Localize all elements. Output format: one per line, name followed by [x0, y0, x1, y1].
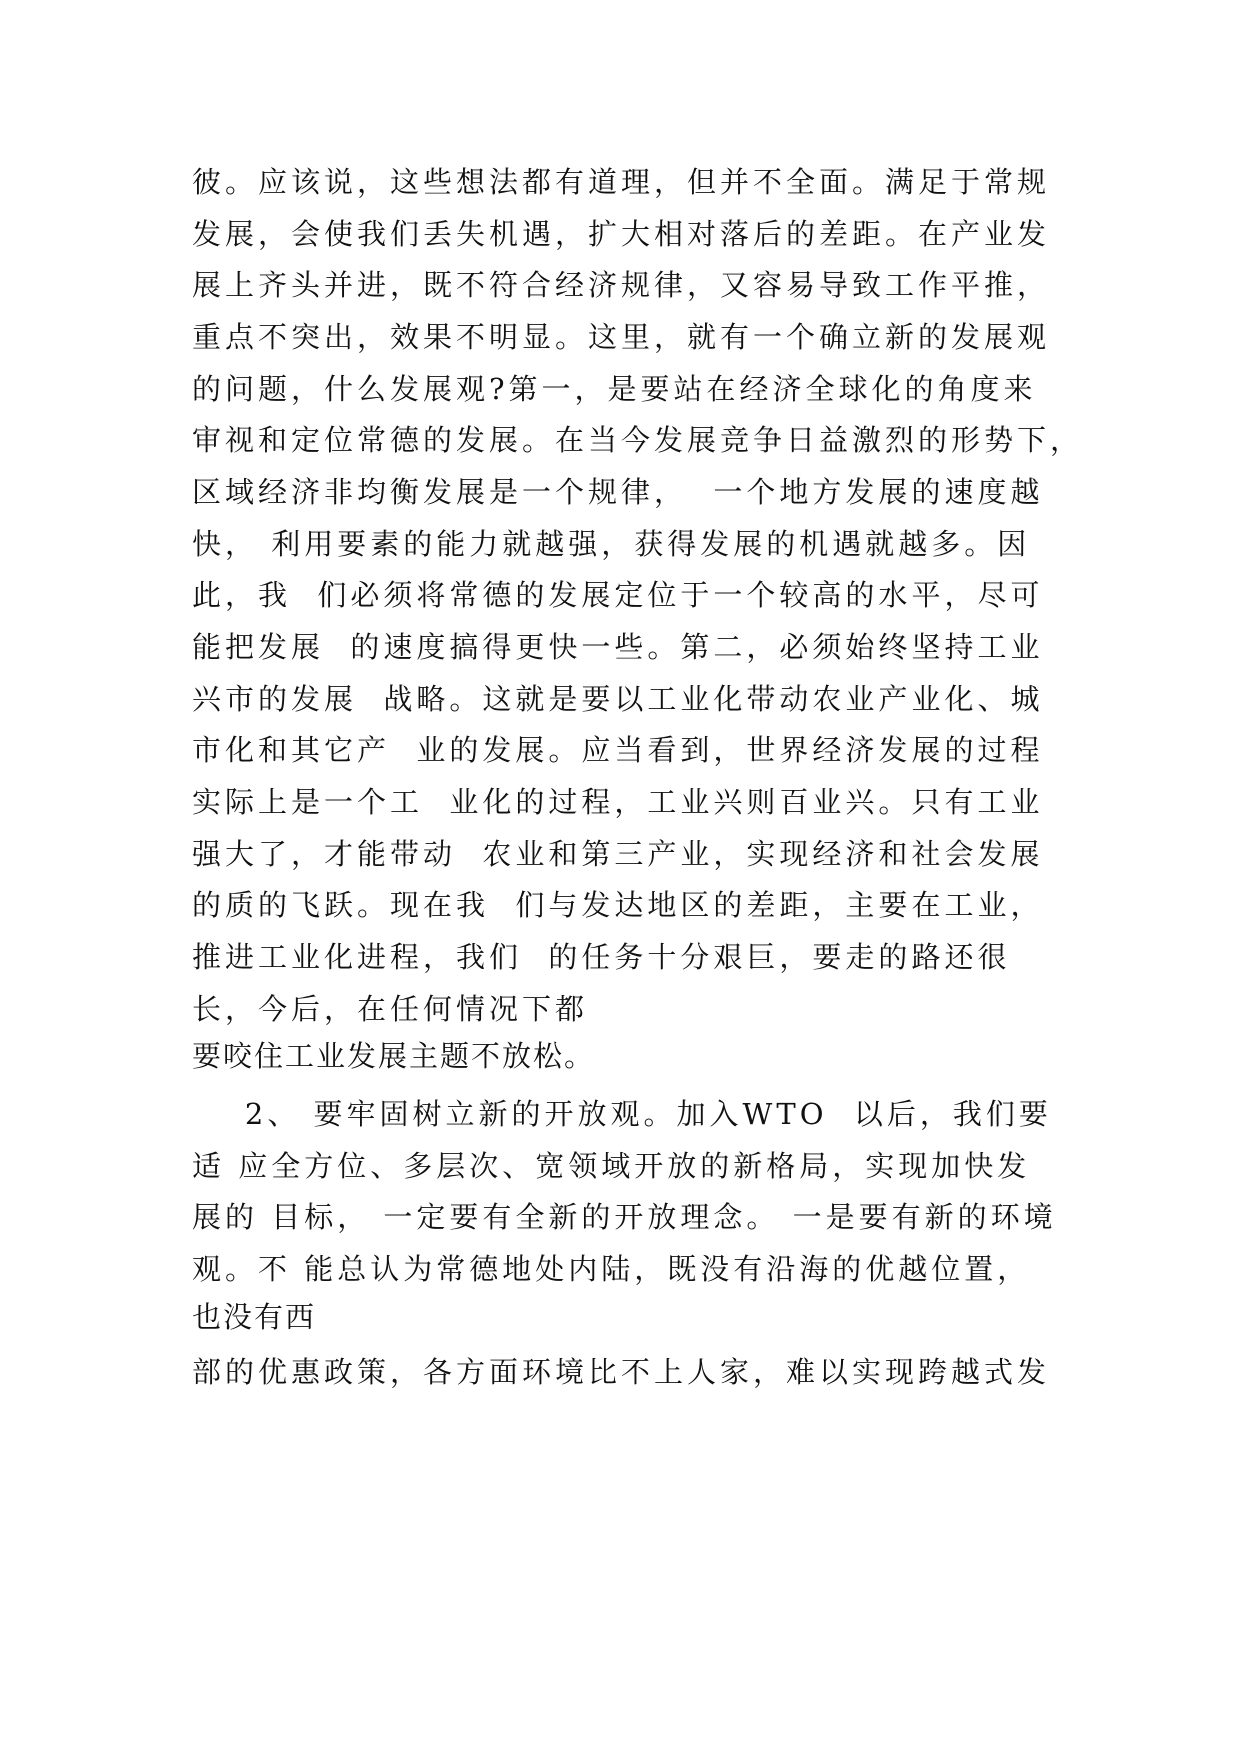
text-line: 展上齐头并进，既不符合经济规律，又容易导致工作平推，: [192, 268, 1051, 302]
text-line: 观。不 能总认为常德地处内陆，既没有沿海的优越位置，: [192, 1252, 1031, 1286]
text-line: 市化和其它产 业的发展。应当看到，世界经济发展的过程: [192, 733, 1044, 767]
text-line: 能把发展 的速度搞得更快一些。第二，必须始终坚持工业: [192, 630, 1044, 664]
text-line: 长，今后，在任何情况下都: [192, 992, 589, 1026]
text-line: 展的 目标， 一定要有全新的开放理念。 一是要有新的环境: [192, 1200, 1057, 1234]
text-line: 兴市的发展 战略。这就是要以工业化带动农业产业化、城: [192, 682, 1044, 716]
text-line: 区域经济非均衡发展是一个规律， 一个地方发展的速度越: [192, 475, 1044, 509]
text-line: 要咬住工业发展主题不放松。: [192, 1039, 596, 1073]
text-line: 的问题，什么发展观?第一，是要站在经济全球化的角度来: [192, 372, 1037, 406]
text-line: 发展，会使我们丢失机遇，扩大相对落后的差距。在产业发: [192, 217, 1051, 251]
text-line: 审视和定位常德的发展。在当今发展竞争日益激烈的形势下，: [192, 423, 1084, 457]
text-line: 推进工业化进程，我们 的任务十分艰巨，要走的路还很: [192, 940, 1011, 974]
text-line: 也没有西: [192, 1300, 317, 1334]
text-line: 重点不突出，效果不明显。这里，就有一个确立新的发展观: [192, 320, 1051, 354]
text-line: 此，我 们必须将常德的发展定位于一个较高的水平，尽可: [192, 578, 1044, 612]
text-line: 2、 要牢固树立新的开放观。加入WTO 以后，我们要: [192, 1097, 1052, 1131]
text-line: 的质的飞跃。现在我 们与发达地区的差距，主要在工业，: [192, 888, 1044, 922]
text-line: 适 应全方位、多层次、宽领域开放的新格局，实现加快发: [192, 1149, 1031, 1183]
text-line: 快， 利用要素的能力就越强，获得发展的机遇就越多。因: [192, 527, 1031, 561]
text-line: 部的优惠政策，各方面环境比不上人家，难以实现跨越式发: [192, 1355, 1051, 1389]
text-line: 实际上是一个工 业化的过程，工业兴则百业兴。只有工业: [192, 785, 1044, 819]
text-line: 强大了，才能带动 农业和第三产业，实现经济和社会发展: [192, 837, 1044, 871]
text-line: 彼。应该说，这些想法都有道理，但并不全面。满足于常规: [192, 165, 1051, 199]
